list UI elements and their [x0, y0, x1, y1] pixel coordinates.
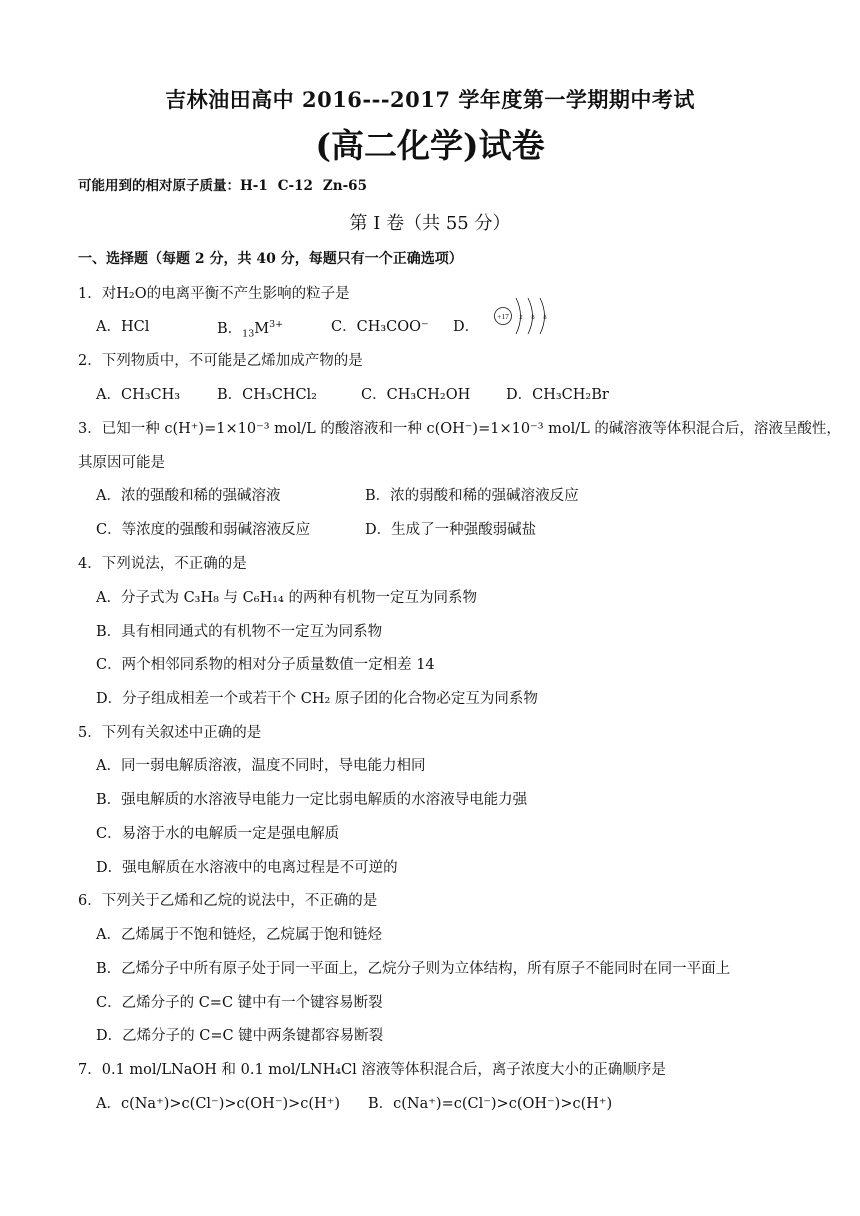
- q1-option-b-sub: 13: [242, 328, 255, 340]
- q3-option-a: A．浓的强酸和稀的强碱溶液: [96, 488, 281, 504]
- q6-option-b: B．乙烯分子中所有原子处于同一平面上，乙烷分子则为立体结构，所有原子不能同时在同一平面上: [96, 961, 731, 977]
- question-5-stem: 5．下列有关叙述中正确的是: [78, 725, 262, 741]
- atom-shell-1-electrons: 2: [519, 314, 523, 321]
- q1-stem-suffix: 的电离平衡不产生影响的粒子是: [146, 286, 350, 302]
- q5-option-c: C．易溶于水的电解质一定是强电解质: [96, 826, 340, 842]
- q6-option-a: A．乙烯属于不饱和链烃，乙烷属于饱和链烃: [96, 927, 382, 943]
- q4-option-c: C．两个相邻同系物的相对分子质量数值一定相差 14: [96, 657, 435, 673]
- atomic-mass-c: C-12: [277, 178, 313, 194]
- atomic-mass-zn: Zn-65: [322, 178, 367, 194]
- q4-option-d: D．分子组成相差一个或若干个 CH₂ 原子团的化合物必定互为同系物: [96, 691, 538, 707]
- q2-option-b: B．CH₃CHCl₂: [217, 387, 317, 403]
- q7-option-b: B．c(Na⁺)=c(Cl⁻)>c(OH⁻)>c(H⁺): [368, 1096, 613, 1112]
- q1-option-a: A．HCl: [96, 319, 150, 335]
- atom-structure-diagram: [492, 292, 554, 338]
- q5-option-d: D．强电解质在水溶液中的电离过程是不可逆的: [96, 860, 398, 876]
- q5-option-a: A．同一弱电解质溶液，温度不同时，导电能力相同: [96, 758, 426, 774]
- question-4-stem: 4．下列说法，不正确的是: [78, 556, 247, 572]
- q6-option-d: D．乙烯分子的 C=C 键中两条键都容易断裂: [96, 1028, 384, 1044]
- atom-shell-3-electrons: 8: [543, 314, 547, 321]
- q6-option-c: C．乙烯分子的 C=C 键中有一个键容易断裂: [96, 995, 383, 1011]
- atomic-masses-label: 可能用到的相对原子质量：: [78, 178, 240, 194]
- q3-option-d: D．生成了一种强酸弱碱盐: [365, 522, 537, 538]
- q1-option-d: D．: [453, 319, 480, 335]
- q1-stem-chem: H₂O: [116, 286, 147, 302]
- atom-shell-2-electrons: 8: [531, 314, 535, 321]
- q3-option-b: B．浓的弱酸和稀的强碱溶液反应: [365, 488, 579, 504]
- q1-option-b-label: B．: [217, 320, 243, 337]
- q5-option-b: B．强电解质的水溶液导电能力一定比弱电解质的水溶液导电能力强: [96, 792, 528, 808]
- question-3-stem-line2: 其原因可能是: [78, 455, 165, 471]
- question-6-stem: 6．下列关于乙烯和乙烷的说法中，不正确的是: [78, 893, 378, 909]
- question-7-stem: 7．0.1 mol/LNaOH 和 0.1 mol/LNH₄Cl 溶液等体积混合后，离子浓度大小的正确顺序是: [78, 1062, 666, 1078]
- q1-option-c: C．CH₃COO⁻: [331, 319, 429, 335]
- q3-option-c: C．等浓度的强酸和弱碱溶液反应: [96, 522, 311, 538]
- q7-option-a: A．c(Na⁺)>c(Cl⁻)>c(OH⁻)>c(H⁺): [96, 1096, 341, 1112]
- q1-option-b: [217, 319, 283, 340]
- q1-stem-prefix: 1．对: [78, 286, 117, 302]
- q2-option-a: A．CH₃CH₃: [96, 387, 181, 403]
- atom-nucleus-charge: +17: [497, 312, 509, 321]
- q4-option-a: A．分子式为 C₃H₈ 与 C₆H₁₄ 的两种有机物一定互为同系物: [96, 590, 477, 606]
- q1-option-b-main: M: [254, 320, 270, 337]
- atomic-masses: [78, 174, 367, 194]
- q1-option-b-sup: 3+: [269, 319, 284, 330]
- q4-option-b: B．具有相同通式的有机物不一定互为同系物: [96, 624, 383, 640]
- part-heading: 一、选择题（每题 2 分，共 40 分，每题只有一个正确选项）: [78, 251, 463, 267]
- q2-option-c: C．CH₃CH₂OH: [361, 387, 471, 403]
- question-3-stem-line1: 3．已知一种 c(H⁺)=1×10⁻³ mol/L 的酸溶液和一种 c(OH⁻)=1×10⁻³ mol/L 的碱溶液等体积混合后，溶液呈酸性，: [78, 421, 841, 437]
- atomic-mass-h: H-1: [240, 178, 268, 194]
- exam-title: 吉林油田高中 2016---2017 学年度第一学期期中考试: [165, 87, 695, 112]
- question-1-stem: [78, 286, 350, 303]
- exam-subtitle: (高二化学)试卷: [315, 126, 545, 165]
- q2-option-d: D．CH₃CH₂Br: [506, 387, 609, 403]
- section-title: 第 I 卷（共 55 分）: [349, 213, 511, 234]
- question-2-stem: 2．下列物质中，不可能是乙烯加成产物的是: [78, 353, 363, 369]
